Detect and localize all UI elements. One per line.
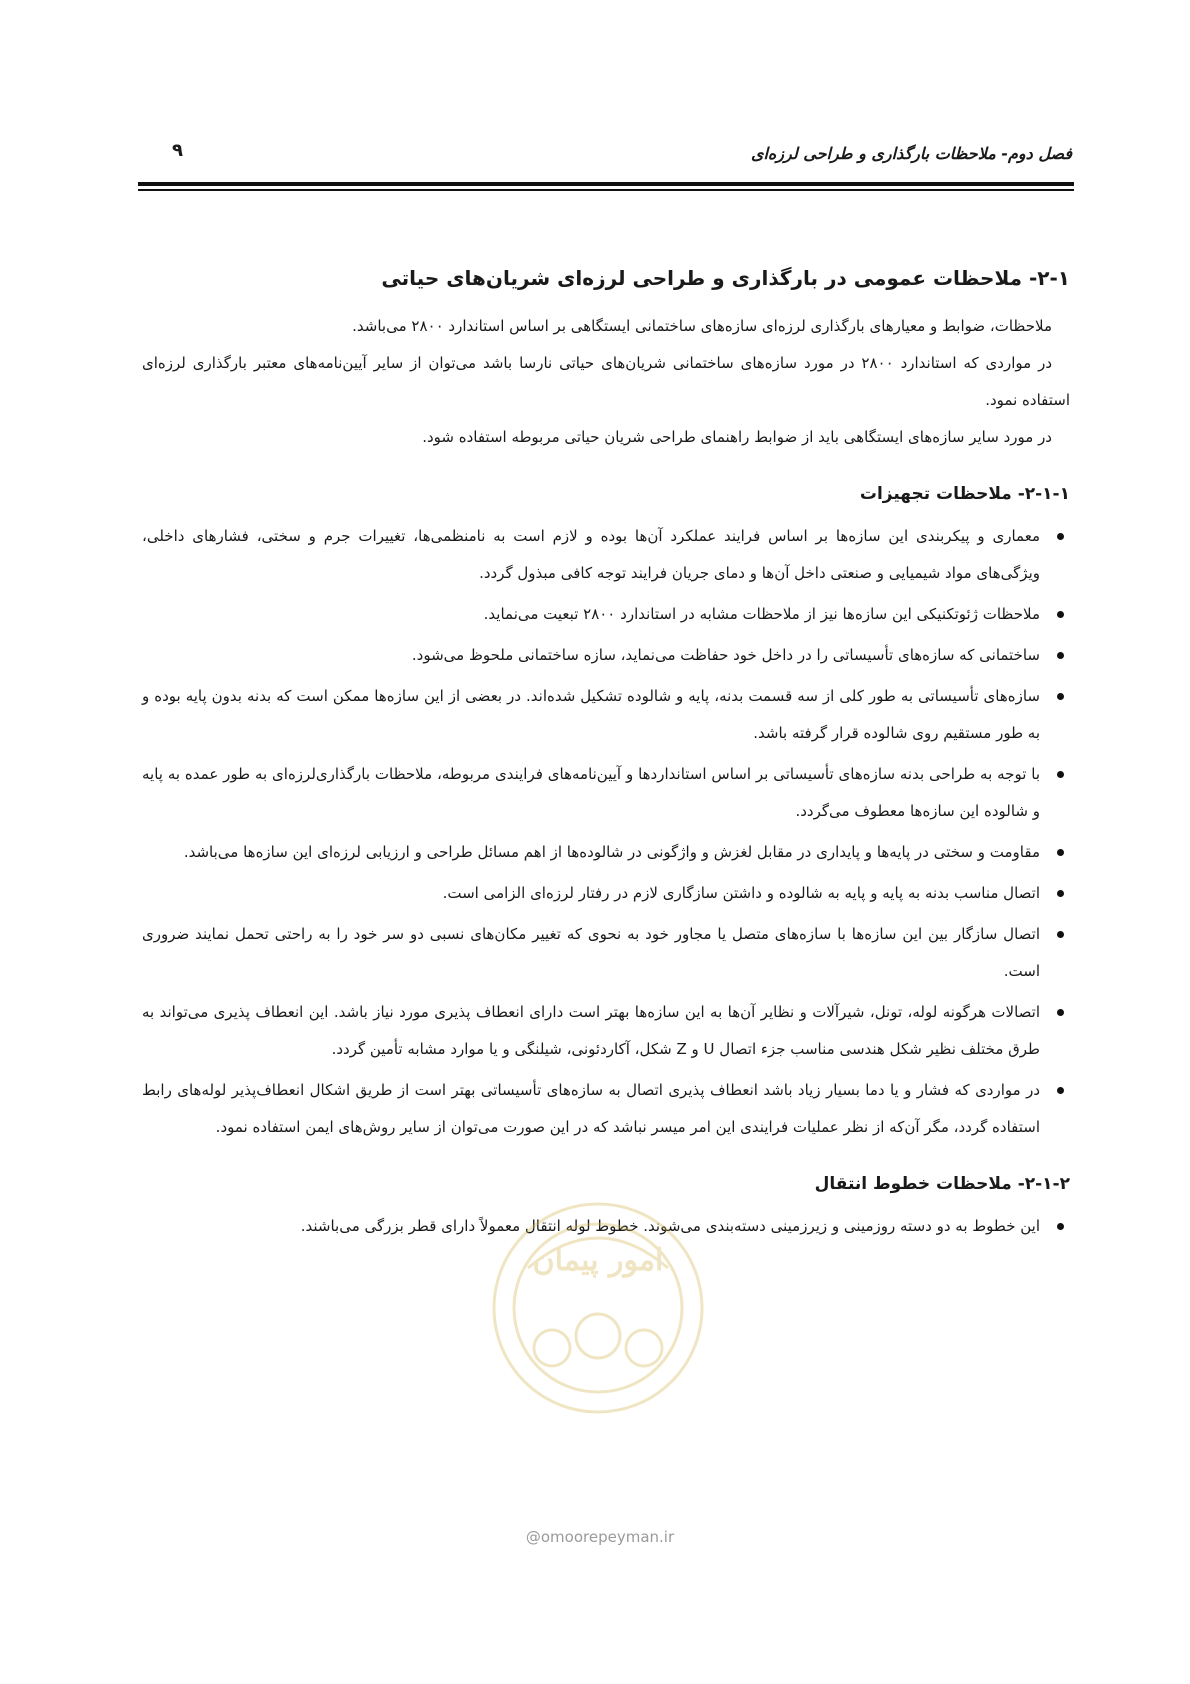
bullet-icon bbox=[1057, 1087, 1064, 1094]
bullet-icon bbox=[1057, 1009, 1064, 1016]
seal-text: امور پیمان bbox=[532, 1243, 664, 1278]
subsection-heading: ۲-۱-۲- ملاحظات خطوط انتقال bbox=[814, 1174, 1070, 1194]
bullet-icon bbox=[1057, 611, 1064, 618]
list-item bbox=[142, 875, 1070, 912]
paragraph: ملاحظات، ضوابط و معیارهای بارگذاری لرزه‌ای سازه‌های ساختمانی ایستگاهی بر اساس استاندارد ۲۸۰۰ می‌باشد. bbox=[352, 317, 1052, 335]
header-rule-thin bbox=[138, 189, 1074, 191]
list-item-text: اتصال مناسب بدنه به پایه و پایه به شالوده و داشتن سازگاری لازم در رفتار لرزه‌ای الزامی است. bbox=[442, 884, 1040, 902]
header-rule-thick bbox=[138, 182, 1074, 186]
list-item bbox=[142, 916, 1070, 990]
list-item-text: ملاحظات ژئوتکنیکی این سازه‌ها نیز از ملاحظات مشابه در استاندارد ۲۸۰۰ تبعیت می‌نماید. bbox=[483, 605, 1040, 623]
list-item-text: این خطوط به دو دسته روزمینی و زیرزمینی دسته‌بندی می‌شوند. خطوط لوله انتقال معمولاً دارای قطر بزرگی می‌باشند. bbox=[300, 1217, 1040, 1235]
section-equipment bbox=[142, 484, 1070, 1146]
bullet-icon bbox=[1057, 931, 1064, 938]
running-header bbox=[140, 140, 1072, 174]
paragraph: در مواردی که استاندارد ۲۸۰۰ در مورد سازه‌های ساختمانی شریان‌های حیاتی نارسا باشد می‌توان از سایر آیین‌نامه‌های معتبر بارگذاری لرزه‌ای استفاده نمود. bbox=[142, 354, 1070, 409]
list-item bbox=[142, 834, 1070, 871]
bullet-icon bbox=[1057, 890, 1064, 897]
list-item-text: سازه‌های تأسیساتی به طور کلی از سه قسمت بدنه، پایه و شالوده تشکیل شده‌اند. در بعضی از این سازه‌ها ممکن است که بدنه بدون پایه بوده و به طور مستقیم روی شالوده قرار گرفته باشد. bbox=[142, 687, 1040, 742]
bullet-icon bbox=[1057, 1223, 1064, 1230]
paragraph: در مورد سایر سازه‌های ایستگاهی باید از ضوابط راهنمای طراحی شریان حیاتی مربوطه استفاده شود. bbox=[422, 428, 1052, 446]
list-item-text: اتصال سازگار بین این سازه‌ها با سازه‌های متصل یا مجاور خود به نحوی که تغییر مکان‌های نسبی دو سر خود را به راحتی تحمل نمایند ضروری است. bbox=[142, 925, 1040, 980]
section-general bbox=[142, 266, 1070, 456]
seal-watermark-icon bbox=[488, 1198, 708, 1418]
list-item-text: در مواردی که فشار و یا دما بسیار زیاد باشد انعطاف پذیری اتصال به سازه‌های تأسیساتی بهتر است از طریق اشکال انعطاف‌پذیر لوله‌های رابط استفاده گردد، مگر آن‌که از نظر عملیات فرایندی این امر میسر نباشد که در این صورت می‌توان از سایر روش‌های ایمن استفاده نمود. bbox=[142, 1081, 1040, 1136]
bullet-icon bbox=[1057, 533, 1064, 540]
main-content bbox=[142, 266, 1070, 1249]
page-number: ۹ bbox=[172, 140, 183, 161]
site-watermark: @omoorepeyman.ir bbox=[525, 1528, 675, 1546]
list-item-text: با توجه به طراحی بدنه سازه‌های تأسیساتی بر اساس استانداردها و آیین‌نامه‌های فرایندی مربوطه، ملاحظات بارگذاری‌لرزه‌ای به طور عمده به پایه و شالوده این سازه‌ها معطوف می‌گردد. bbox=[142, 765, 1040, 820]
list-item bbox=[142, 596, 1070, 633]
list-item-text: مقاومت و سختی در پایه‌ها و پایداری در مقابل لغزش و واژگونی در شالوده‌ها از اهم مسائل طراحی و ارزیابی لرزه‌ای این سازه‌ها می‌باشد. bbox=[183, 843, 1040, 861]
list-item bbox=[142, 637, 1070, 674]
chapter-title: فصل دوم- ملاحظات بارگذاری و طراحی لرزه‌ای bbox=[750, 144, 1072, 163]
bullet-icon bbox=[1057, 693, 1064, 700]
list-item bbox=[142, 756, 1070, 830]
list-item bbox=[142, 994, 1070, 1068]
list-item bbox=[142, 518, 1070, 592]
bullet-icon bbox=[1057, 652, 1064, 659]
list-item-text: معماری و پیکربندی این سازه‌ها بر اساس فرایند عملکرد آن‌ها بوده و لازم است به نامنظمی‌ها، تغییرات جرم و سختی، فشارهای داخلی، ویژگی‌های مواد شیمیایی و صنعتی داخل آن‌ها و دمای جریان فرایند توجه کافی مبذول گردد. bbox=[142, 527, 1040, 582]
subsection-heading: ۲-۱-۱- ملاحظات تجهیزات bbox=[859, 484, 1070, 504]
list-item bbox=[142, 1072, 1070, 1146]
bullet-icon bbox=[1057, 771, 1064, 778]
section-heading: ۲-۱- ملاحظات عمومی در بارگذاری و طراحی لرزه‌ای شریان‌های حیاتی bbox=[381, 266, 1070, 290]
bullet-icon bbox=[1057, 849, 1064, 856]
list-item bbox=[142, 678, 1070, 752]
bullet-list bbox=[142, 518, 1070, 1146]
list-item-text: ساختمانی که سازه‌های تأسیساتی را در داخل خود حفاظت می‌نماید، سازه ساختمانی ملحوظ می‌شود. bbox=[411, 646, 1040, 664]
list-item-text: اتصالات هرگونه لوله، تونل، شیرآلات و نظایر آن‌ها به این سازه‌ها بهتر است دارای انعطاف پذیری مورد نیاز باشد. این انعطاف پذیری می‌تواند به طرق مختلف نظیر شکل هندسی مناسب جزء اتصال U و Z شکل، آکاردئونی، شیلنگی و یا موارد مشابه تأمین گردد. bbox=[142, 1003, 1040, 1058]
